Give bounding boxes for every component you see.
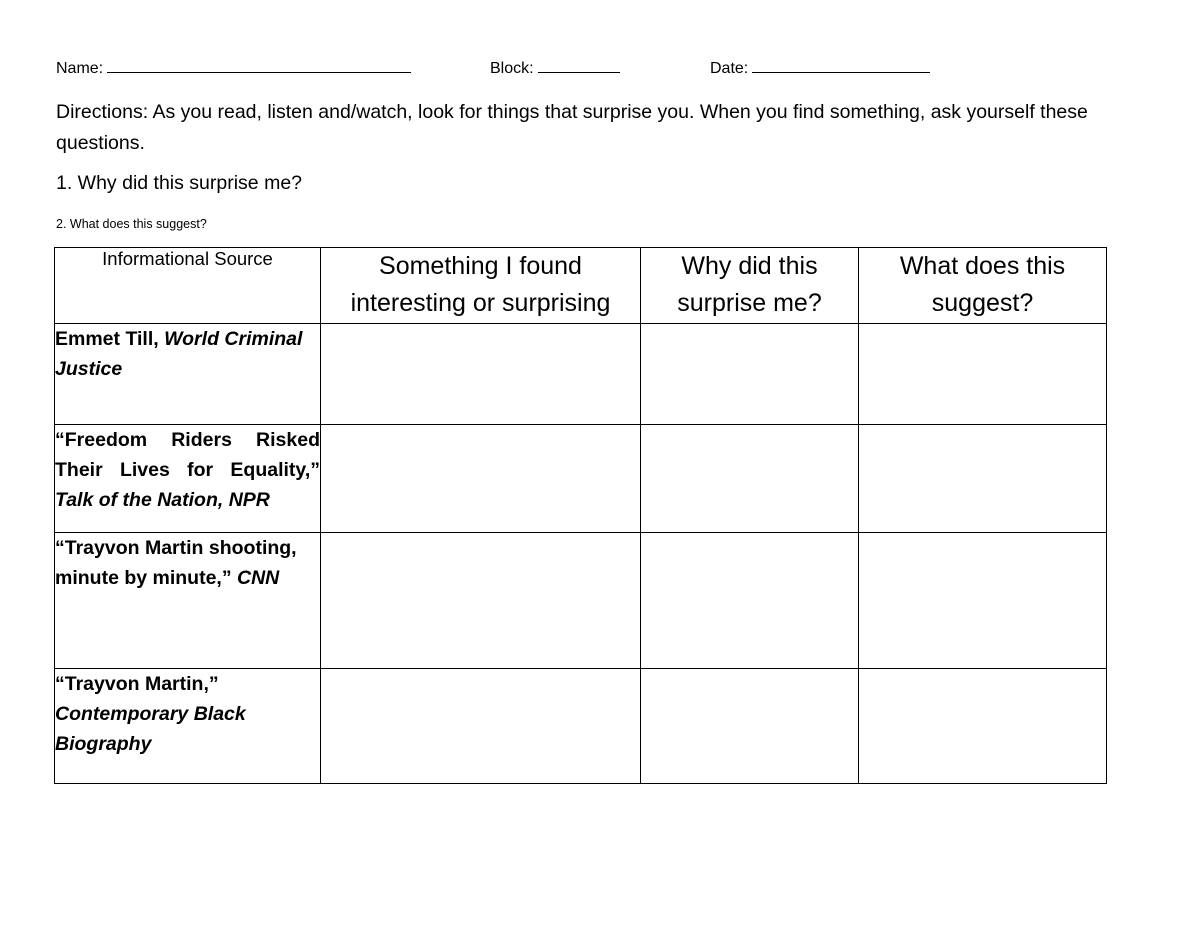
header-fields [56, 58, 1116, 80]
source-publication: CNN [237, 567, 280, 589]
why-cell[interactable] [641, 425, 859, 533]
why-cell[interactable] [641, 669, 859, 784]
interesting-cell[interactable] [321, 425, 641, 533]
name-blank [107, 58, 411, 73]
source-publication: Talk of the Nation, NPR [55, 489, 270, 511]
interesting-cell[interactable] [321, 669, 641, 784]
source-title: “Trayvon Martin shooting, minute by minute,” [55, 537, 297, 589]
table-row [55, 533, 1107, 669]
source-cell [55, 425, 321, 533]
block-blank [538, 58, 620, 73]
date-label: Date: [710, 60, 749, 77]
name-field [56, 58, 411, 78]
interesting-cell[interactable] [321, 324, 641, 425]
table-row [55, 425, 1107, 533]
suggest-cell[interactable] [859, 324, 1107, 425]
source-title: “Trayvon Martin,” [55, 673, 219, 695]
why-cell[interactable] [641, 324, 859, 425]
source-cell [55, 669, 321, 784]
source-cell [55, 533, 321, 669]
name-label: Name: [56, 60, 104, 77]
source-cell [55, 324, 321, 425]
table-row [55, 324, 1107, 425]
table-header-row [55, 248, 1107, 324]
source-publication: World Criminal Justice [55, 328, 303, 380]
question-1: 1. Why did this surprise me? [56, 172, 303, 194]
block-label: Block: [490, 60, 534, 77]
suggest-cell[interactable] [859, 533, 1107, 669]
source-publication: Contemporary Black Biography [55, 703, 246, 755]
column-header-suggest: What does this suggest? [859, 248, 1107, 324]
interesting-cell[interactable] [321, 533, 641, 669]
column-header-interesting: Something I found interesting or surprising [321, 248, 641, 324]
table-row [55, 669, 1107, 784]
source-title: “Freedom Riders Risked Their Lives for Equality,” [55, 429, 320, 481]
suggest-cell[interactable] [859, 425, 1107, 533]
source-title: Emmet Till, [55, 328, 165, 350]
column-header-source: Informational Source [55, 248, 321, 324]
date-field [710, 58, 930, 78]
directions-text: Directions: As you read, listen and/watch, look for things that surprise you. When you find something, ask yourself these questions. [56, 101, 1088, 154]
response-table [54, 247, 1107, 784]
suggest-cell[interactable] [859, 669, 1107, 784]
why-cell[interactable] [641, 533, 859, 669]
block-field [490, 58, 620, 78]
column-header-why: Why did this surprise me? [641, 248, 859, 324]
date-blank [752, 58, 930, 73]
question-2: 2. What does this suggest? [56, 217, 207, 231]
